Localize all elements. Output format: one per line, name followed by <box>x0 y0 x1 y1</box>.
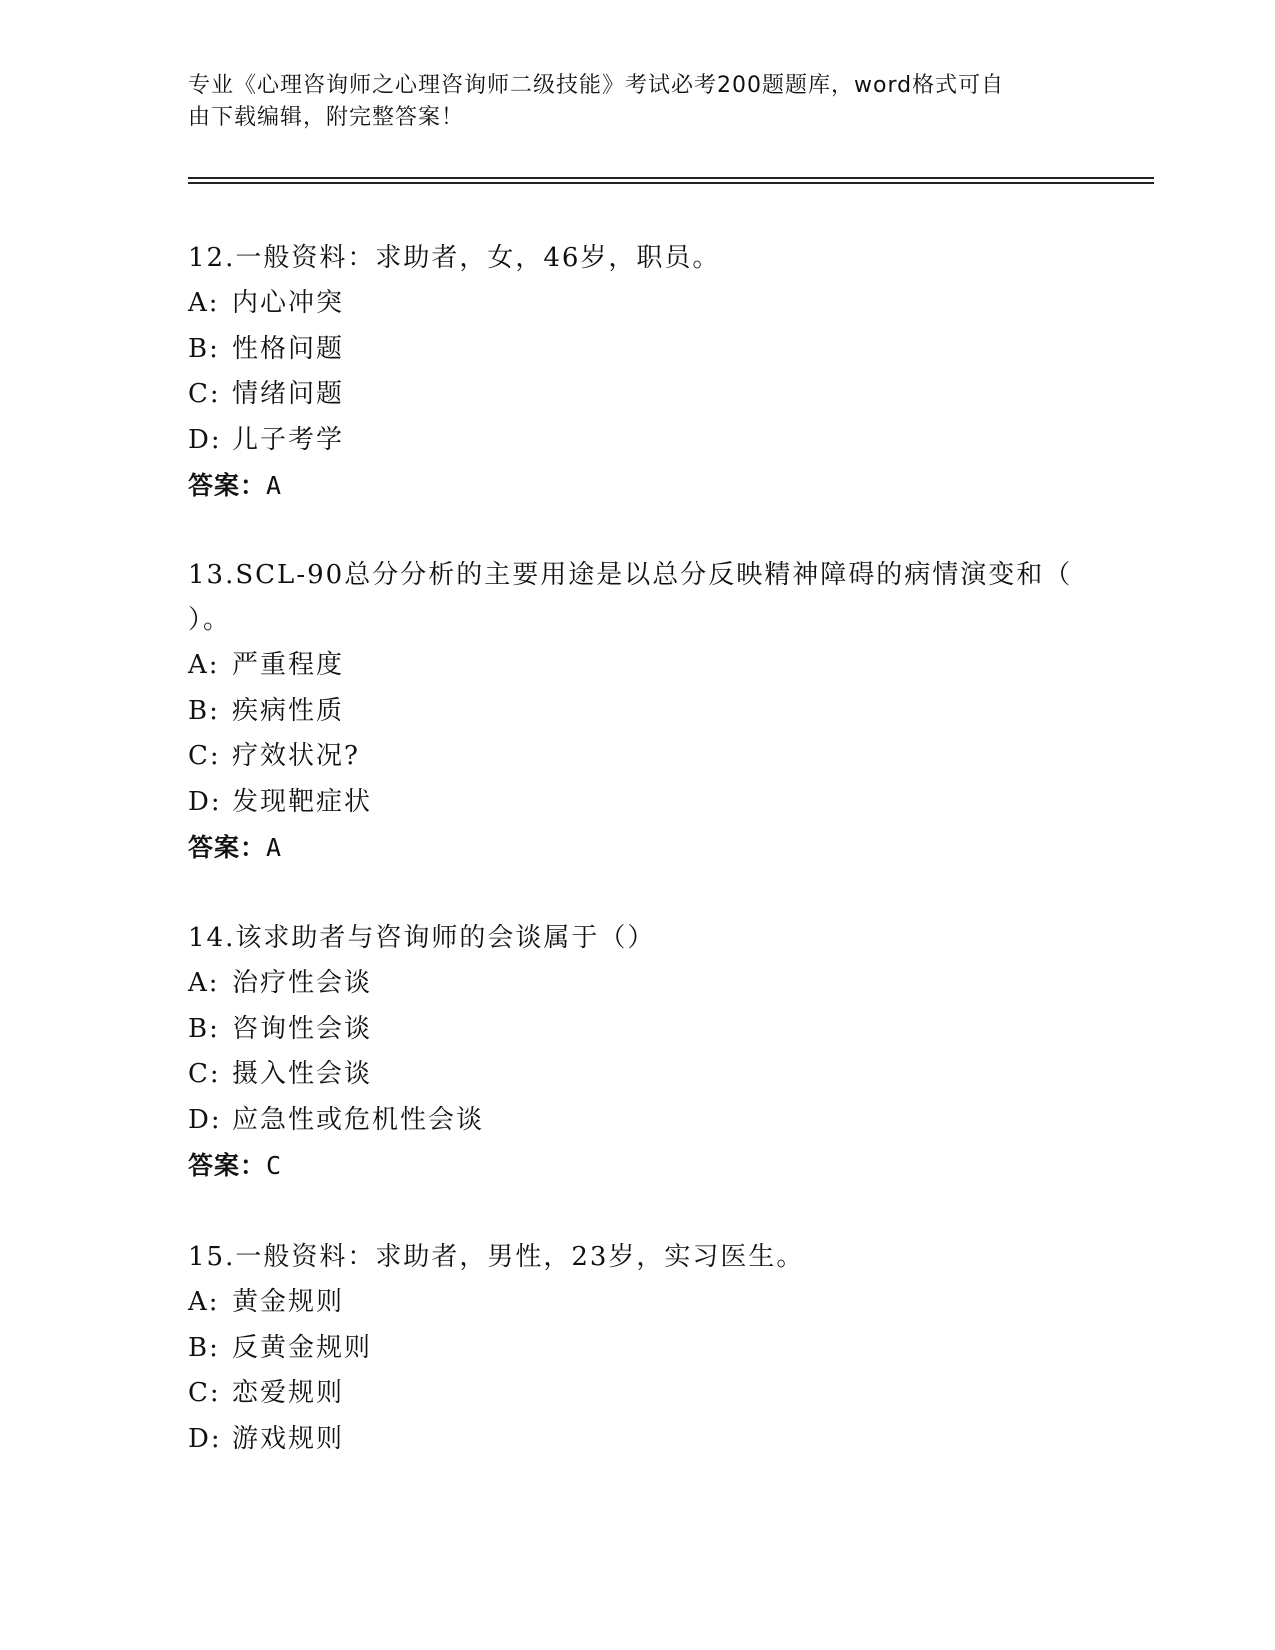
option-text: 黄金规则 <box>232 1287 345 1317</box>
answer-label: 答案： <box>188 471 267 500</box>
question-title: 14.该求助者与咨询师的会谈属于（） <box>188 923 656 953</box>
option-b <box>188 1326 1088 1372</box>
option-c <box>188 372 1088 418</box>
option-letter: A: <box>188 1287 220 1317</box>
option-letter: C: <box>188 1059 221 1089</box>
option-letter: B: <box>188 1013 220 1044</box>
option-letter: A: <box>188 288 220 318</box>
option-text: 疾病性质 <box>232 695 345 726</box>
question-title: 15.一般资料：求助者，男性，23岁，实习医生。 <box>188 1242 805 1272</box>
answer-value: A <box>266 471 283 500</box>
option-a <box>188 1280 1088 1326</box>
option-text: 咨询性会谈 <box>232 1013 373 1044</box>
option-text: 发现靶症状 <box>232 786 373 817</box>
option-c <box>188 734 1088 780</box>
option-letter: B: <box>188 1332 220 1363</box>
option-letter: D: <box>188 424 222 455</box>
option-a <box>188 643 1088 689</box>
option-text: 反黄金规则 <box>232 1332 373 1363</box>
header-line-2: 由下载编辑，附完整答案！ <box>188 105 465 130</box>
answer-value: A <box>266 833 283 862</box>
option-text: 严重程度 <box>232 650 345 680</box>
option-d <box>188 418 1088 464</box>
option-text: 恋爱规则 <box>232 1378 345 1408</box>
option-letter: C: <box>188 1378 221 1408</box>
answer-line <box>188 825 1088 871</box>
option-text: 情绪问题 <box>232 379 345 409</box>
document-header <box>188 70 1068 134</box>
option-text: 游戏规则 <box>232 1423 345 1454</box>
option-c <box>188 1371 1088 1417</box>
header-line-1: 专业《心理咨询师之心理咨询师二级技能》考试必考200题题库，word格式可自 <box>188 73 1005 98</box>
option-text: 摄入性会谈 <box>232 1059 373 1089</box>
option-text: 疗效状况? <box>232 741 360 771</box>
option-letter: B: <box>188 333 220 364</box>
option-text: 内心冲突 <box>232 288 345 318</box>
option-a <box>188 961 1088 1007</box>
option-letter: D: <box>188 786 222 817</box>
question-13 <box>188 553 1088 871</box>
option-d <box>188 1417 1088 1463</box>
question-14 <box>188 916 1088 1189</box>
option-text: 性格问题 <box>232 333 345 364</box>
option-c <box>188 1052 1088 1098</box>
option-a <box>188 281 1088 327</box>
option-letter: D: <box>188 1104 222 1135</box>
option-text: 儿子考学 <box>232 424 345 455</box>
option-letter: C: <box>188 379 221 409</box>
question-title-line-1: 13.SCL-90总分分析的主要用途是以总分反映精神障碍的病情演变和（ <box>188 560 1073 590</box>
option-d <box>188 780 1088 826</box>
answer-label: 答案： <box>188 1151 267 1180</box>
option-letter: A: <box>188 650 220 680</box>
header-divider-bottom <box>188 182 1154 184</box>
option-text: 应急性或危机性会谈 <box>232 1104 485 1135</box>
option-d <box>188 1098 1088 1144</box>
question-15 <box>188 1235 1088 1462</box>
header-divider-top <box>188 177 1154 179</box>
option-text: 治疗性会谈 <box>232 968 373 998</box>
answer-value: C <box>266 1151 283 1180</box>
option-b <box>188 1007 1088 1053</box>
question-title-line-2: ）。 <box>188 605 232 635</box>
option-letter: B: <box>188 695 220 726</box>
answer-line <box>188 463 1088 509</box>
option-b <box>188 327 1088 373</box>
question-12 <box>188 236 1088 509</box>
answer-line <box>188 1143 1088 1189</box>
option-b <box>188 689 1088 735</box>
option-letter: C: <box>188 741 221 771</box>
answer-label: 答案： <box>188 833 267 862</box>
option-letter: D: <box>188 1423 222 1454</box>
question-title: 12.一般资料：求助者，女，46岁，职员。 <box>188 243 721 273</box>
option-letter: A: <box>188 968 220 998</box>
